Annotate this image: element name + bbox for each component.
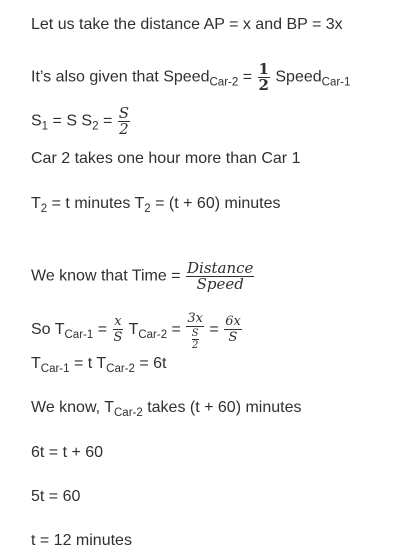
line-text: 6t = t + 60 xyxy=(31,444,104,461)
line-text: t = 12 minutes xyxy=(31,532,132,549)
subscript: Car-1 xyxy=(64,329,94,341)
text-line-equation-1 xyxy=(31,443,103,463)
text-line-speed-relation xyxy=(31,62,350,93)
line-text: = (t + 60) minutes xyxy=(150,195,281,212)
line-text: So T xyxy=(31,321,65,338)
text-line-we-know xyxy=(31,398,302,423)
denominator: S xyxy=(228,330,238,346)
line-text: T xyxy=(31,355,41,372)
denominator: 2 xyxy=(119,120,129,138)
inner-numerator: S xyxy=(191,328,199,339)
subscript: Car-2 xyxy=(106,363,135,375)
subscript: Car-1 xyxy=(321,76,351,89)
inner-fraction xyxy=(192,328,199,351)
denominator: 2 xyxy=(258,76,269,94)
fraction-distance-over-speed xyxy=(186,261,254,292)
line-text: = t T xyxy=(69,355,107,372)
fraction-x-over-s xyxy=(113,314,124,345)
subscript: Car-2 xyxy=(138,329,168,341)
subscript: Car-2 xyxy=(114,407,143,419)
fraction-3x-over-s-half xyxy=(186,311,204,352)
numerator: x xyxy=(114,314,122,330)
text-line-answer xyxy=(31,531,132,551)
numerator: 1 xyxy=(258,60,269,78)
line-text: We know, T xyxy=(31,399,114,416)
subscript: Car-1 xyxy=(40,363,70,375)
line-text: = 6t xyxy=(134,355,167,372)
line-text: T xyxy=(124,321,139,338)
fraction-s-over-2 xyxy=(118,106,130,137)
text-line-distance xyxy=(31,15,343,35)
denominator: Speed xyxy=(196,275,244,293)
text-line-t-car-formulas xyxy=(31,311,243,352)
line-text: Speed xyxy=(270,68,322,86)
text-line-s1-s2 xyxy=(31,106,131,137)
numerator: 3x xyxy=(187,311,203,326)
equals-sign: = xyxy=(167,321,186,338)
numerator: 6x xyxy=(225,314,241,330)
text-line-car2-takes-more xyxy=(31,149,300,169)
subscript: 2 xyxy=(92,120,99,133)
fraction-one-half xyxy=(258,62,270,93)
text-line-equation-2 xyxy=(31,487,80,507)
line-text: S xyxy=(31,112,42,130)
subscript: 1 xyxy=(41,120,49,133)
line-text: Car 2 takes one hour more than Car 1 xyxy=(31,150,301,167)
equals-sign: = xyxy=(98,112,117,130)
line-text: We know that Time = xyxy=(31,267,185,285)
equals-sign: = xyxy=(204,321,224,338)
inner-denominator: 2 xyxy=(191,340,199,351)
line-text: It’s also given that Speed xyxy=(31,68,210,86)
line-text: takes (t + 60) minutes xyxy=(142,399,302,416)
equals-sign: = xyxy=(238,68,257,86)
fraction-6x-over-s xyxy=(224,314,242,345)
numerator: Distance xyxy=(187,259,254,277)
subscript: 2 xyxy=(40,203,48,215)
text-line-times xyxy=(31,194,281,219)
subscript: 2 xyxy=(144,203,151,215)
numerator: S xyxy=(118,104,130,122)
line-text: = t minutes T xyxy=(47,195,145,212)
subscript: Car-2 xyxy=(209,76,239,89)
text-line-t-values xyxy=(31,354,167,379)
denominator xyxy=(186,327,204,352)
line-text: Let us take the distance AP = x and BP = 3x xyxy=(31,16,343,33)
text-line-time-formula xyxy=(31,261,255,292)
equals-sign: = xyxy=(93,321,112,338)
line-text: T xyxy=(31,195,41,212)
line-text: = S S xyxy=(48,112,93,130)
line-text: 5t = 60 xyxy=(31,488,81,505)
denominator: S xyxy=(113,330,123,346)
